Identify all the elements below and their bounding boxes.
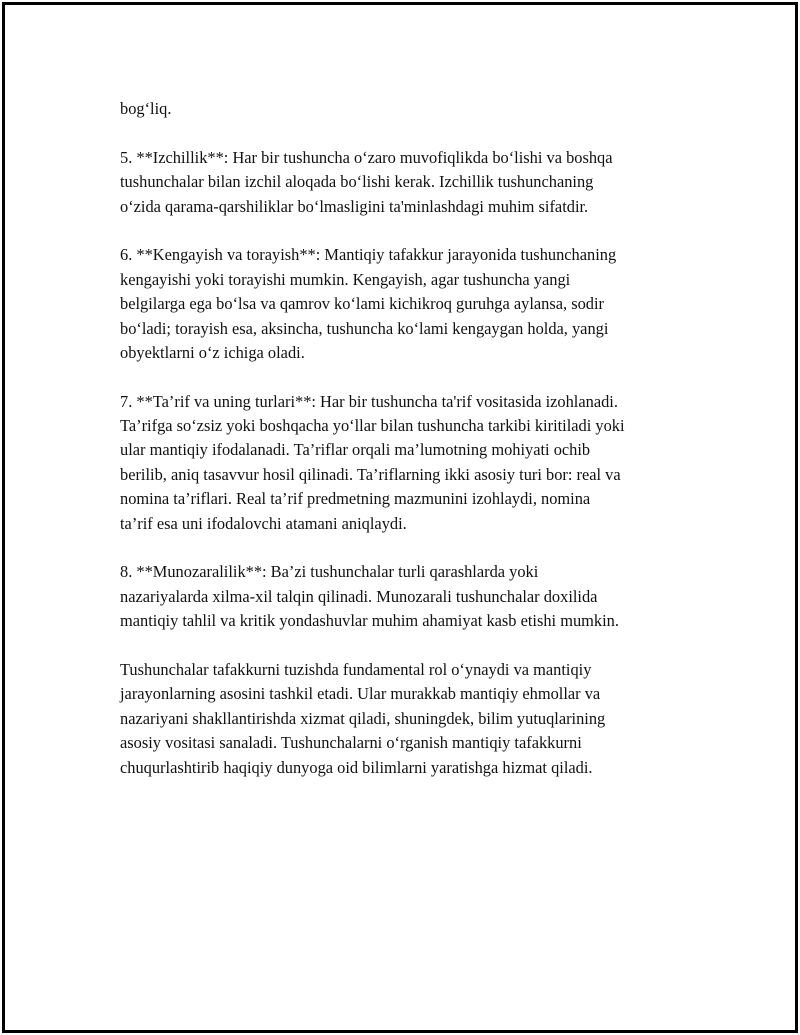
paragraph-gap xyxy=(120,536,710,560)
paragraph-gap xyxy=(120,365,710,389)
text-line: nomina ta’riflari. Real ta’rif predmetning mazmunini izohlaydi, nomina xyxy=(120,489,591,509)
text-line: o‘zida qarama-qarshiliklar bo‘lmasligini ta'minlashdagi muhim sifatdir. xyxy=(120,196,589,216)
text-line: 7. **Ta’rif va uning turlari**: Har bir tushuncha ta'rif vositasida izohlanadi. xyxy=(120,391,618,411)
text-line: nazariyani shakllantirishda xizmat qiladi, shuningdek, bilim yutuqlarining xyxy=(120,708,606,728)
text-line: Tushunchalar tafakkurni tuzishda fundamental rol o‘ynaydi va mantiqiy xyxy=(120,659,592,679)
document-body xyxy=(120,97,710,780)
text-line: asosiy vositasi sanaladi. Tushunchalarni o‘rganish mantiqiy tafakkurni xyxy=(120,733,582,753)
text-line: berilib, aniq tasavvur hosil qilinadi. Ta’riflarning ikki asosiy turi bor: real va xyxy=(120,464,621,484)
paragraph-conclusion xyxy=(120,658,710,780)
text-line: bo‘ladi; torayish esa, aksincha, tushuncha ko‘lami kengaygan holda, yangi xyxy=(120,318,609,338)
paragraph-gap xyxy=(120,219,710,243)
text-line: 6. **Kengayish va torayish**: Mantiqiy tafakkur jarayonida tushunchaning xyxy=(120,245,617,265)
text-line: bog‘liq. xyxy=(120,99,172,118)
text-line: mantiqiy tahlil va kritik yondashuvlar muhim ahamiyat kasb etishi mumkin. xyxy=(120,611,619,631)
paragraph-kengayish xyxy=(120,243,710,365)
paragraph-munozaralilik xyxy=(120,560,710,633)
text-line: tushunchalar bilan izchil aloqada bo‘lishi kerak. Izchillik tushunchaning xyxy=(120,172,594,192)
text-line: kengayishi yoki torayishi mumkin. Kengayish, agar tushuncha yangi xyxy=(120,269,571,289)
text-line: ular mantiqiy ifodalanadi. Ta’riflar orqali ma’lumotning mohiyati ochib xyxy=(120,440,591,460)
paragraph-gap xyxy=(120,121,710,145)
paragraph-gap xyxy=(120,634,710,658)
text-line: belgilarga ega bo‘lsa va qamrov ko‘lami kichikroq guruhga aylansa, sodir xyxy=(120,294,604,314)
text-line: obyektlarni o‘z ichiga oladi. xyxy=(120,342,305,362)
text-line: 8. **Munozaralilik**: Ba’zi tushunchalar turli qarashlarda yoki xyxy=(120,562,539,582)
text-line: ta’rif esa uni ifodalovchi atamani aniqlaydi. xyxy=(120,513,407,533)
page-frame xyxy=(2,2,798,1033)
paragraph-izchillik xyxy=(120,146,710,219)
text-line: chuqurlashtirib haqiqiy dunyoga oid bilimlarni yaratishga hizmat qiladi. xyxy=(120,757,593,777)
text-line: nazariyalarda xilma-xil talqin qilinadi. Munozarali tushunchalar doxilida xyxy=(120,586,598,606)
text-line: jarayonlarning asosini tashkil etadi. Ular murakkab mantiqiy ehmollar va xyxy=(120,684,601,704)
paragraph-continuation xyxy=(120,97,710,121)
text-line: 5. **Izchillik**: Har bir tushuncha o‘zaro muvofiqlikda bo‘lishi va boshqa xyxy=(120,147,613,167)
paragraph-tarif xyxy=(120,390,710,536)
text-line: Ta’rifga so‘zsiz yoki boshqacha yo‘llar bilan tushuncha tarkibi kiritiladi yoki xyxy=(120,416,625,436)
